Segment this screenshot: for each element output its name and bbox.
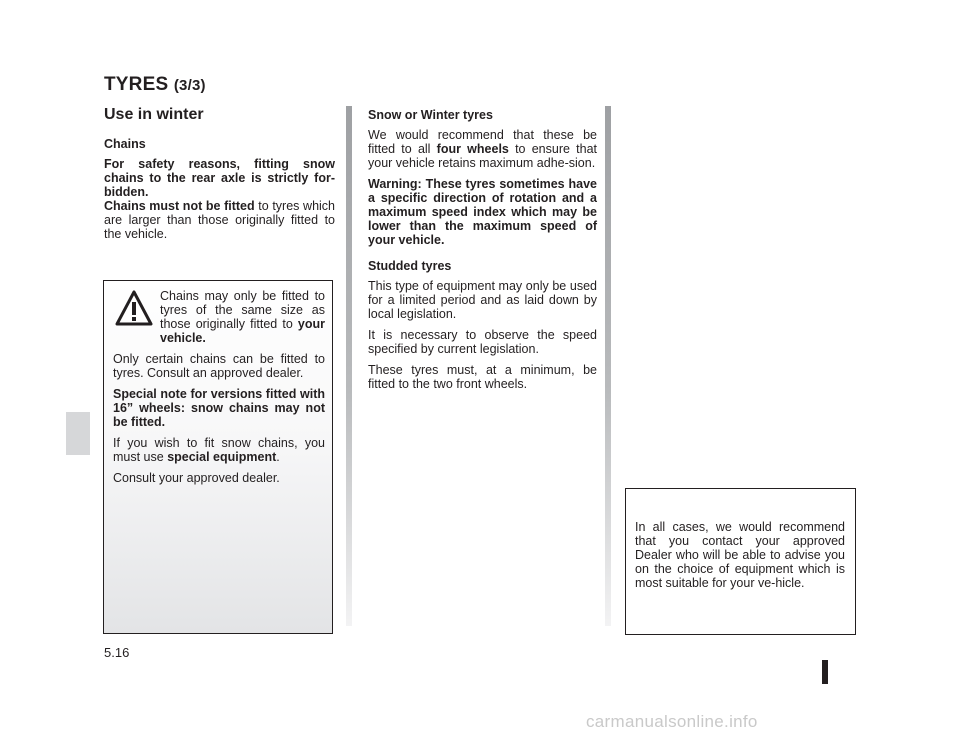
studded-paragraph-3: These tyres must, at a minimum, be fitted to the two front wheels. <box>368 363 597 391</box>
snow-tyres-heading: Snow or Winter tyres <box>368 108 493 122</box>
studded-paragraph-1: This type of equipment may only be used for a limited period and as laid down by local legislation. <box>368 279 597 321</box>
fitted-paragraph <box>104 199 335 241</box>
warning-size-text <box>160 289 325 345</box>
column-divider-left <box>346 106 352 626</box>
left-column <box>104 137 335 248</box>
recommend-b: to ensure that your vehicle retains maximum adhe-sion. <box>368 142 597 170</box>
info-box <box>625 488 856 635</box>
section-heading: Use in winter <box>104 106 204 123</box>
studded-paragraph-2: It is necessary to observe the speed specified by current legislation. <box>368 328 597 356</box>
recommend-paragraph <box>368 128 597 170</box>
warning-special-equipment <box>113 436 325 464</box>
safety-text: For safety reasons, fitting snow chains to the rear axle is strictly for-bidden. <box>104 157 335 199</box>
recommend-a: We would recommend that these be fitted to all <box>368 128 597 156</box>
warning-special-note: Special note for versions fitted with 16” wheels: snow chains may not be fitted. <box>113 387 325 429</box>
watermark: carmanualsonline.info <box>586 712 758 731</box>
title-main: TYRES <box>104 74 169 95</box>
right-column <box>368 108 597 398</box>
column-divider-right <box>605 106 611 626</box>
warning-size-normal: Chains may only be fitted to tyres of the same size as those originally fitted to <box>160 289 325 331</box>
info-text: In all cases, we would recommend that you contact your approved Dealer who will be able to advise you on the choice of equipment which is most suitable for your ve-hicle. <box>635 520 845 590</box>
recommend-bold: four wheels <box>436 142 509 156</box>
warning-box <box>103 280 333 634</box>
special-equipment-end: . <box>276 450 280 464</box>
page-number: 5.16 <box>104 645 130 660</box>
special-equipment-normal: If you wish to fit snow chains, you must use <box>113 436 325 464</box>
fitted-bold: Chains must not be fitted <box>104 199 255 213</box>
special-equipment-bold: special equipment <box>167 450 277 464</box>
studded-heading: Studded tyres <box>368 259 452 273</box>
title-suffix: (3/3) <box>173 77 206 94</box>
warning-consult: Consult your approved dealer. <box>113 471 280 485</box>
chains-heading: Chains <box>104 137 146 151</box>
warning-size-bold: your vehicle. <box>160 317 325 345</box>
warning-certain-chains: Only certain chains can be fitted to tyres. Consult an approved dealer. <box>113 352 325 380</box>
chapter-tab <box>66 412 90 455</box>
fitted-rest: to tyres which are larger than those originally fitted to the vehicle. <box>104 199 336 241</box>
rotation-warning: Warning: These tyres sometimes have a specific direction of rotation and a maximum speed index which may be lower than the maximum speed of your vehicle. <box>368 177 597 247</box>
page-title <box>104 74 206 96</box>
corner-mark <box>822 660 828 684</box>
warning-content <box>113 289 325 492</box>
